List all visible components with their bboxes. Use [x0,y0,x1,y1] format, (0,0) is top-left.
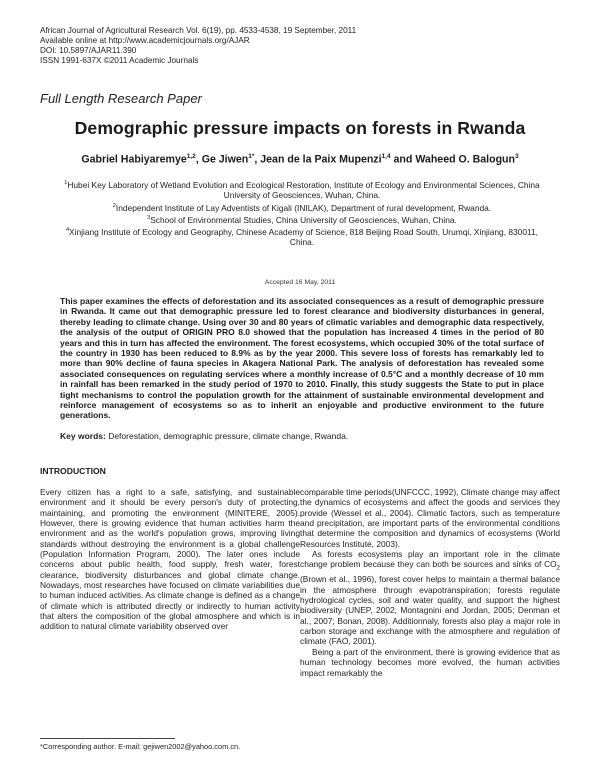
author-name: Ge Jiwen [201,153,249,166]
paragraph: Being a part of the environment, there is growing evidence that as human technology becomes more evolved, the human activities impact remarkably the [300,646,560,678]
affiliation [60,178,544,201]
affiliation-text: School of Environmental Studies, China University of Geosciences, Wuhan, China. [150,214,457,225]
author-separator: , [195,153,202,166]
affiliation-sup: 3 [147,214,151,221]
journal-doi: DOI: 10.5897/AJAR11.390 [40,46,137,55]
keywords-label: Key words: [60,431,106,441]
paragraph: Every citizen has a right to a safe, satisfying, and sustainable environment and it should be every person's duty of protecting, maintaining, and promoting the environment (MINITERE, 2005). However, there is growing evidence that human activities harm the environment and as the world's population grows, improving living standards without destroying the environment is a global challenge (Population Information Program, 2000). The later ones include concerns about public health, food supply, fresh water, forest clearance, biodiversity disturbances and global climate change. Nowadays, most researches have focused on climate variabilities due to human induced activities. As climate change is defined as a change of climate which is attributed directly or indirectly to human activity that alters the composition of the global atmosphere and which is in addition to natural climate variability observed over [40,487,300,632]
author-separator: , [254,153,261,166]
author-name: Gabriel Habiyaremye [81,153,187,166]
author-sup: 1,4 [381,153,391,160]
paragraph [300,549,560,647]
accepted-date: Accepted 16 May, 2011 [264,279,336,286]
author-name: Jean de la Paix Mupenzi [260,153,382,166]
affiliation-sup: 4 [65,227,70,234]
journal-issn: ISSN 1991-637X ©2011 Academic Journals [40,56,199,65]
keywords-text: Deforestation, demographic pressure, climate change, Rwanda. [105,431,349,441]
paper-type: Full Length Research Paper [40,91,202,106]
affiliation-sup: 2 [112,202,116,209]
journal-citation: African Journal of Agricultural Research Vol. 6(19), pp. 4533-4538, 19 September, 2011 [40,26,357,35]
affiliation [60,201,544,213]
affiliation-text: Xinjiang Institute of Ecology and Geography, Chinese Academy of Science, 818 Beijing Road South, Urumqi, Xinjiang, 830011, China. [69,226,539,248]
affiliation [60,213,544,225]
author-sup: 1* [248,153,255,160]
affiliation-text: Independent Institute of Lay Adventists of Kigali (INILAK), Department of rural development, Rwanda. [115,202,492,213]
affiliation-text: Hubei Key Laboratory of Wetland Evolution and Ecological Restoration, Institute of Ecology and Environmental Sciences, China University of Geosciences, Wuhan, China. [67,179,540,201]
journal-header [40,26,356,66]
paragraph: comparable time periods(UNFCCC, 1992), Climate change may affect the dynamics of ecosystems and affect the goods and services they provide (Wessel et al., 2004). Climatic factors, such as temperature and precipitation, are important parts of the environmental conditions that determine the composition and dynamics of ecosystems (World Resources Institute, 2003). [300,487,560,549]
footnote: *Corresponding author. E-mail: gejiwen2002@yahoo.com.cn. [40,742,241,751]
paper-title: Demographic pressure impacts on forests in Rwanda [74,118,526,138]
paragraph-text: As forests ecosystems play an important role in the climate change problem because they can both be sources and sinks of CO [300,549,560,570]
subscript: 2 [556,566,560,573]
section-heading: INTRODUCTION [40,466,106,476]
affiliation-sup: 1 [64,180,68,186]
author-sup: 1,2 [186,153,196,160]
author-list [0,153,600,166]
affiliation [60,225,544,248]
journal-url: Available online at http://www.academicjournals.org/AJAR [40,36,250,45]
affiliations [60,178,544,248]
right-column [300,487,560,678]
abstract: This paper examines the effects of deforestation and its associated consequences as a result of demographic pressure in Rwanda. It came out that demographic pressure led to forest clearance and biodiversity disturbances in general, thereby leading to climate change. Using over 30 and 80 years of climatic variables and demographic data respectively, the analysis of the output of ORIGIN PRO 8.0 showed that the population has increased 4 times in the period of 80 years and this in turn has affected the environment. The forest ecosystems, which occupied 30% of the total surface of the country in 1930 has been reduced to 8.9% as by the year 2000. This severe loss of forests has remarkably led to more than 90% decline of fauna species in Akagera National Park. The analysis of deforestation has revealed some associated consequences on regulating services where a monthly increase of 0.5°C and a monthly decrease of 10 mm in rainfall has been remarked in the study period of 1970 to 2010. Finally, this study suggests the State to put in place tight mechanisms to control the population growth for the attainment of sustainable environmental development and reinforce management of ecosystems so as to inherit an enjoyable and productive environment to the future generations. [60,296,544,421]
keywords [60,431,544,441]
author-sup: 3 [515,153,519,160]
footnote-rule [40,738,175,739]
author-separator: and [390,153,416,166]
paragraph-text: (Brown et al., 1996), forest cover helps to maintain a thermal balance in the atmosphere through evapotranspiration; forests regulate hydrological cycles, soil and water quality, and support the highest biodiversity (UNEP, 2002; Montagnini and Jordan, 2005; Denman et al., 2007; Bonan, 2008). Additionnaly, forests also play a major role in carbon storage and exchange with the atmosphere and regulation of climate (FAO, 2001). [300,574,560,647]
author-name: Waheed O. Balogun [415,153,515,166]
left-column [40,487,300,632]
